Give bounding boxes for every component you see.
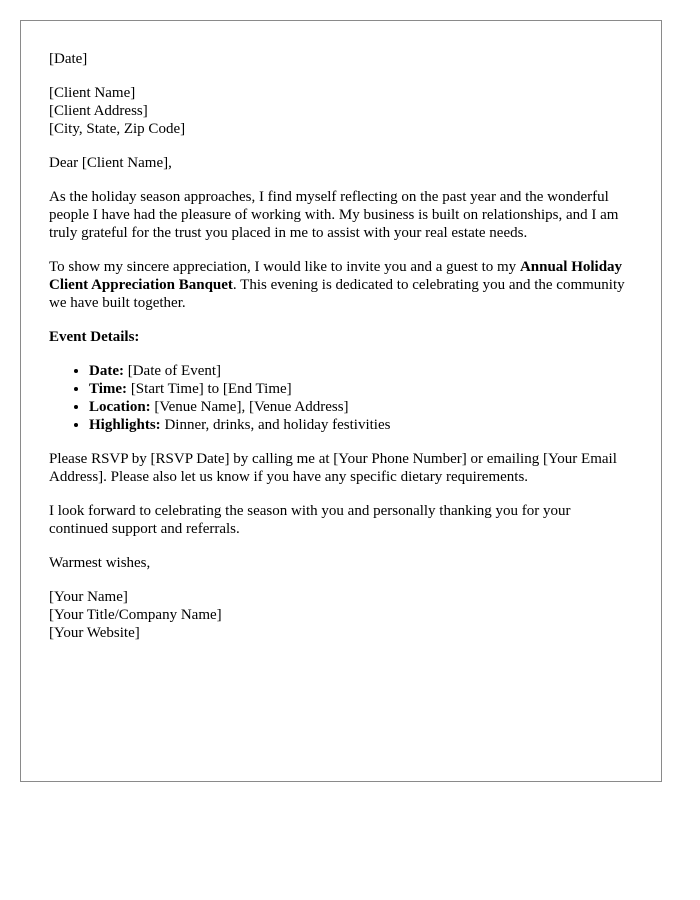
event-details-heading: Event Details: — [49, 329, 140, 345]
event-detail-date — [89, 362, 633, 380]
event-details-list — [49, 362, 633, 434]
letter-page — [20, 20, 662, 782]
recipient-address: [Client Address] — [49, 103, 148, 119]
signature-title-company: [Your Title/Company Name] — [49, 607, 222, 623]
rsvp-paragraph: Please RSVP by [RSVP Date] by calling me at [Your Phone Number] or emailing [Your Email Address]. Please also let us know if you have any specific dietary requirements. — [49, 451, 617, 485]
signature-block — [49, 588, 633, 642]
signature-name: [Your Name] — [49, 589, 128, 605]
recipient-city-state-zip: [City, State, Zip Code] — [49, 121, 186, 137]
event-detail-value: [Venue Name], [Venue Address] — [150, 399, 349, 415]
event-detail-value: Dinner, drinks, and holiday festivities — [160, 417, 391, 433]
event-detail-label: Highlights: — [89, 417, 161, 433]
event-detail-highlights — [89, 416, 633, 434]
event-detail-time — [89, 380, 633, 398]
event-detail-value: [Date of Event] — [123, 363, 222, 379]
event-detail-label: Time: — [89, 381, 128, 397]
letter-date: [Date] — [49, 51, 88, 67]
recipient-address-block — [49, 84, 633, 138]
sign-off: Warmest wishes, — [49, 555, 151, 571]
event-detail-label: Location: — [89, 399, 151, 415]
event-detail-value: [Start Time] to [End Time] — [127, 381, 292, 397]
salutation: Dear [Client Name], — [49, 155, 172, 171]
event-detail-label: Date: — [89, 363, 124, 379]
invitation-paragraph — [49, 258, 633, 312]
recipient-name: [Client Name] — [49, 85, 136, 101]
event-name: Annual Holiday Client Appreciation Banquet — [49, 259, 623, 293]
intro-paragraph: As the holiday season approaches, I find myself reflecting on the past year and the wonderful people I have had the pleasure of working with. My business is built on relationships, and I am truly grateful for the trust you placed in me to assist with your real estate needs. — [49, 189, 619, 241]
closing-paragraph: I look forward to celebrating the season with you and personally thanking you for your continued support and referrals. — [49, 503, 571, 537]
invitation-text-before: To show my sincere appreciation, I would like to invite you and a guest to my — [49, 259, 520, 275]
invitation-text-after: . This evening is dedicated to celebrating you and the community we have built together. — [49, 277, 625, 311]
signature-website: [Your Website] — [49, 625, 140, 641]
event-detail-location — [89, 398, 633, 416]
